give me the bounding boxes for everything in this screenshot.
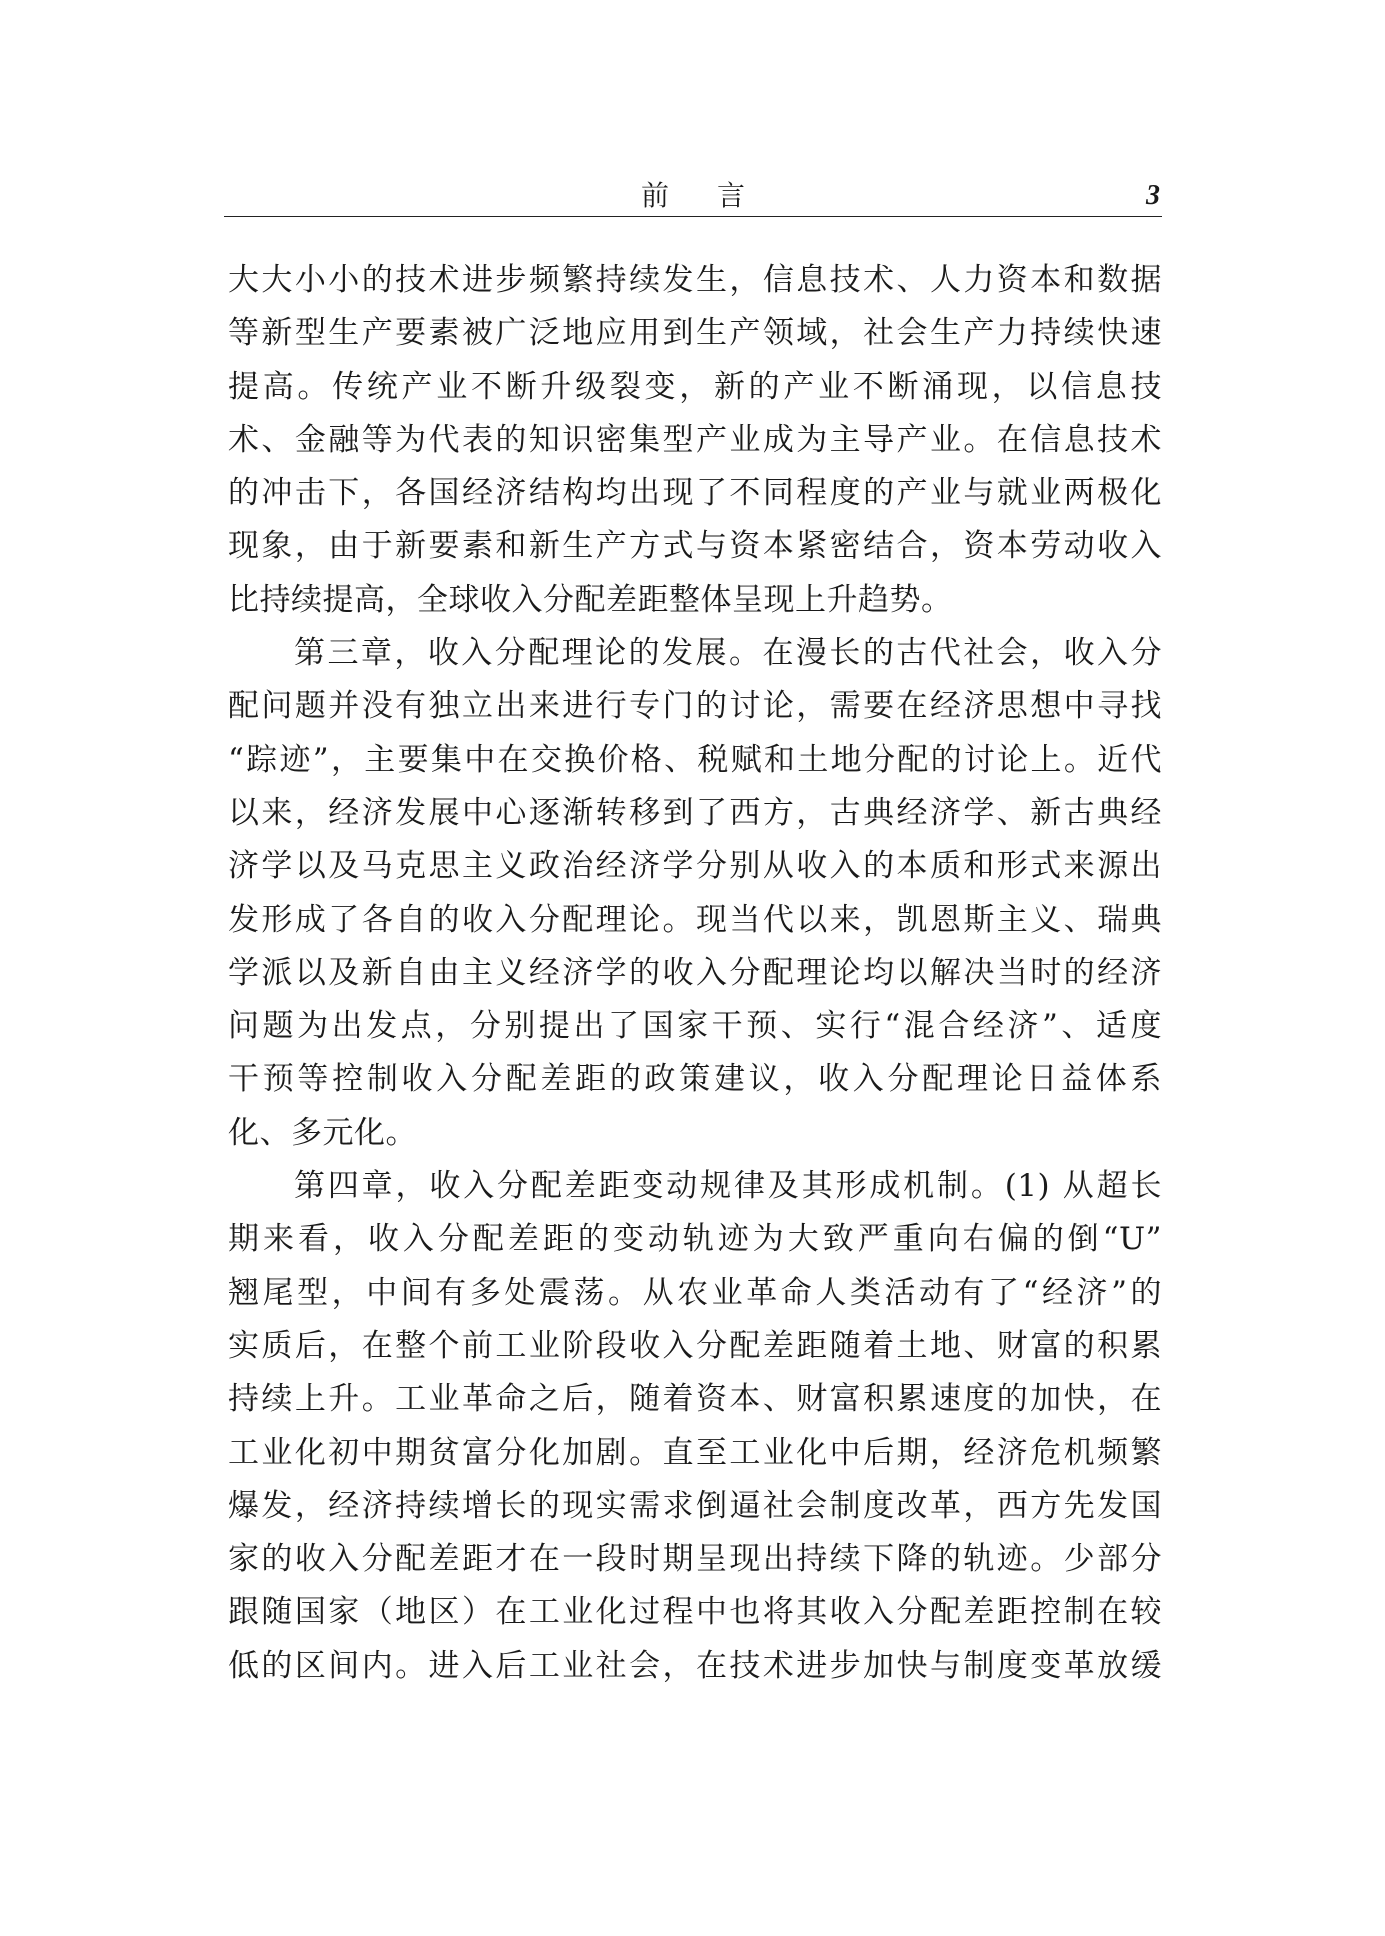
text-line: 期来看，收入分配差距的变动轨迹为大致严重向右偏的倒“U” <box>228 1221 1162 1258</box>
text-line: 问题为出发点，分别提出了国家干预、实行“混合经济”、适度 <box>228 1008 1162 1045</box>
text-line: 的冲击下，各国经济结构均出现了不同程度的产业与就业两极化 <box>228 475 1162 512</box>
text-line: 持续上升。工业革命之后，随着资本、财富积累速度的加快，在 <box>228 1381 1162 1418</box>
page-number: 3 <box>1146 180 1160 211</box>
text-line: 第四章，收入分配差距变动规律及其形成机制。(1) 从超长 <box>294 1168 1162 1205</box>
text-line: 比持续提高，全球收入分配差距整体呈现上升趋势。 <box>228 581 953 618</box>
text-line: 实质后，在整个前工业阶段收入分配差距随着土地、财富的积累 <box>228 1327 1162 1364</box>
running-header <box>224 178 1162 217</box>
text-line: 以来，经济发展中心逐渐转移到了西方，古典经济学、新古典经 <box>228 794 1162 831</box>
text-line: 工业化初中期贫富分化加剧。直至工业化中后期，经济危机频繁 <box>228 1434 1162 1471</box>
text-line: 第三章，收入分配理论的发展。在漫长的古代社会，收入分 <box>294 635 1162 672</box>
text-line: 济学以及马克思主义政治经济学分别从收入的本质和形式来源出 <box>228 848 1162 885</box>
text-line: 低的区间内。进入后工业社会，在技术进步加快与制度变革放缓 <box>228 1647 1162 1684</box>
body-text <box>228 254 1162 1693</box>
text-line: 跟随国家（地区）在工业化过程中也将其收入分配差距控制在较 <box>228 1594 1162 1631</box>
text-line: 翘尾型，中间有多处震荡。从农业革命人类活动有了“经济”的 <box>228 1274 1162 1311</box>
text-line: “踪迹”，主要集中在交换价格、税赋和土地分配的讨论上。近代 <box>228 741 1162 778</box>
text-line: 现象，由于新要素和新生产方式与资本紧密结合，资本劳动收入 <box>228 528 1162 565</box>
text-line: 发形成了各自的收入分配理论。现当代以来，凯恩斯主义、瑞典 <box>228 901 1162 938</box>
text-line: 提高。传统产业不断升级裂变，新的产业不断涌现，以信息技 <box>228 368 1162 405</box>
text-line: 等新型生产要素被广泛地应用到生产领域，社会生产力持续快速 <box>228 315 1162 352</box>
text-line: 家的收入分配差距才在一段时期呈现出持续下降的轨迹。少部分 <box>228 1541 1162 1578</box>
header-title: 前言 <box>640 179 793 212</box>
text-line: 学派以及新自由主义经济学的收入分配理论均以解决当时的经济 <box>228 954 1162 991</box>
text-line: 爆发，经济持续增长的现实需求倒逼社会制度改革，西方先发国 <box>228 1487 1162 1524</box>
text-line: 化、多元化。 <box>228 1114 417 1151</box>
text-line: 配问题并没有独立出来进行专门的讨论，需要在经济思想中寻找 <box>228 688 1162 725</box>
text-line: 术、金融等为代表的知识密集型产业成为主导产业。在信息技术 <box>228 421 1162 458</box>
text-line: 大大小小的技术进步频繁持续发生，信息技术、人力资本和数据 <box>228 262 1162 298</box>
text-line: 干预等控制收入分配差距的政策建议，收入分配理论日益体系 <box>228 1061 1162 1098</box>
